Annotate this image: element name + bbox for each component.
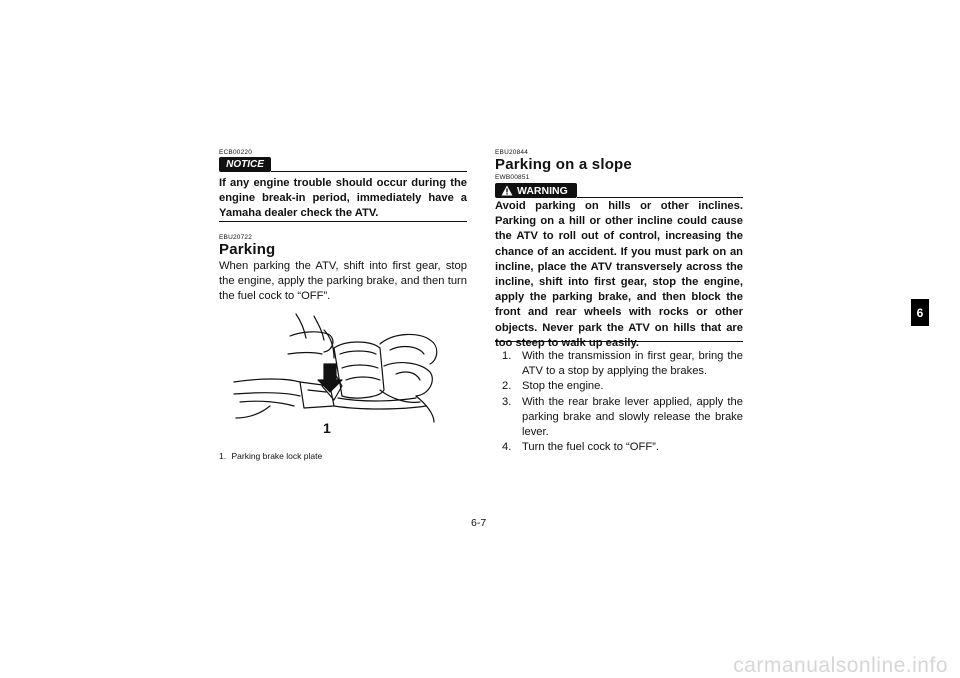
list-item: 3. With the rear brake lever applied, apply the parking brake and slowly release the brake lever. bbox=[502, 395, 743, 439]
notice-code: ECB00220 bbox=[219, 149, 253, 156]
notice-text: If any engine trouble should occur during the engine break-in period, immediately have a Yamaha dealer check the ATV. bbox=[219, 177, 467, 220]
list-item: 2. Stop the engine. bbox=[502, 380, 604, 393]
notice-badge: NOTICE bbox=[219, 157, 271, 172]
list-item: 1. With the transmission in first gear, bring the ATV to a stop by applying the brakes. bbox=[502, 350, 743, 378]
warning-text: Avoid parking on hills or other inclines. Parking on a hill or other incline could cause the ATV to roll out of control, increasing the chance of an accident. If you must park on an incline, place the ATV transversely across the incline, shift into first gear, stop the engine, apply the parking brake, and then block the front and rear wheels with rocks or other objects. Never park the ATV on hills that are too steep to walk up easily. bbox=[495, 200, 743, 349]
warning-bottom-rule bbox=[495, 341, 743, 342]
warning-badge-label: WARNING bbox=[517, 184, 568, 197]
figure-caption bbox=[219, 451, 322, 461]
slope-title: Parking on a slope bbox=[495, 156, 632, 173]
notice-bottom-rule bbox=[219, 221, 467, 222]
warning-badge bbox=[495, 183, 577, 198]
page-number: 6-7 bbox=[471, 517, 487, 529]
steps-list bbox=[502, 349, 743, 455]
parking-text: When parking the ATV, shift into first gear, stop the engine, apply the parking brake, and then turn the fuel cock to “OFF”. bbox=[219, 260, 467, 303]
slope-code: EBU20844 bbox=[495, 149, 529, 156]
figure-caption-number: 1. bbox=[219, 451, 227, 461]
warning-top-rule bbox=[577, 197, 743, 198]
parking-title: Parking bbox=[219, 241, 276, 258]
figure-caption-text: Parking brake lock plate bbox=[231, 451, 323, 461]
parking-code: EBU20722 bbox=[219, 234, 253, 241]
figure-callout-1: 1 bbox=[323, 420, 331, 436]
watermark: carmanualsonline.info bbox=[733, 654, 948, 677]
warning-code: EWB00851 bbox=[495, 174, 530, 181]
warning-triangle-icon bbox=[501, 185, 513, 196]
chapter-tab: 6 bbox=[911, 299, 929, 326]
notice-top-rule bbox=[271, 171, 467, 172]
list-item: 4. Turn the fuel cock to “OFF”. bbox=[502, 441, 659, 454]
parking-brake-illustration bbox=[230, 310, 458, 440]
